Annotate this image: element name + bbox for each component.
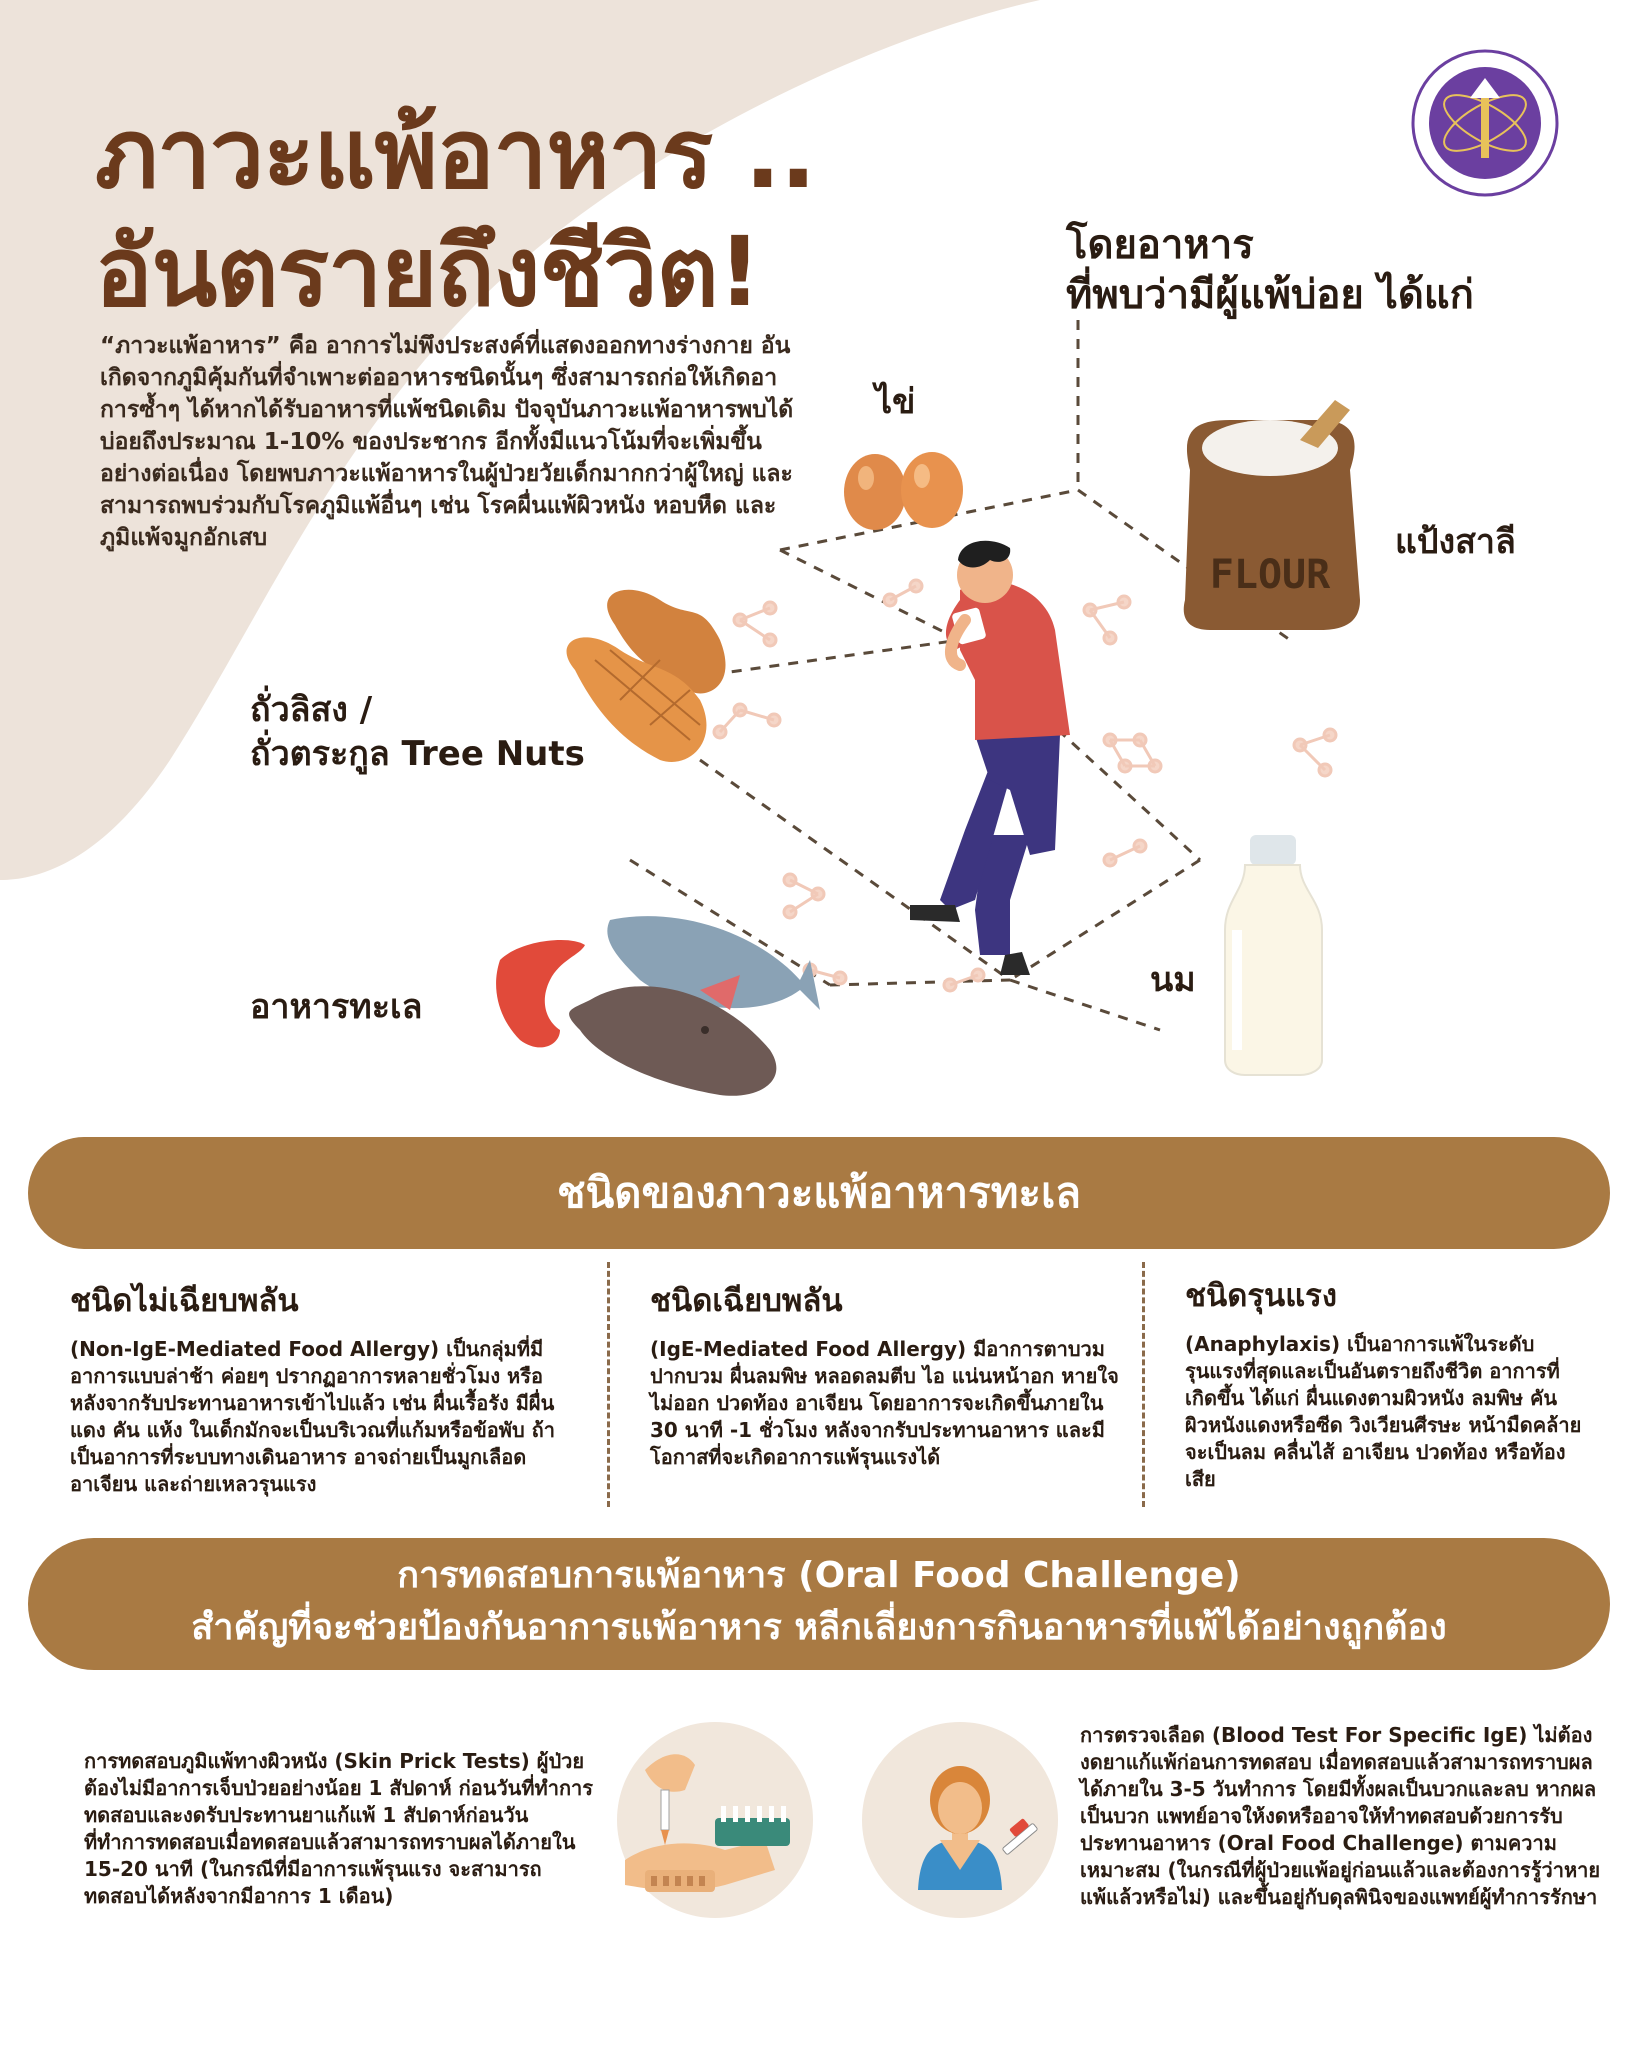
seafood-illustration xyxy=(496,916,820,1096)
common-foods-title-line-1: โดยอาหาร xyxy=(1066,222,1254,268)
column-divider xyxy=(607,1262,610,1507)
milk-bottle-illustration xyxy=(1225,835,1322,1075)
column-divider xyxy=(1142,1262,1145,1507)
common-foods-title-line-2: ที่พบว่ามีผู้แพ้บ่อย ได้แก่ xyxy=(1066,272,1474,318)
title-line-1: ภาวะแพ้อาหาร .. xyxy=(95,98,816,210)
type-column-anaphylaxis xyxy=(1185,1275,1585,1493)
blood-test-text: การตรวจเลือด (Blood Test For Specific IgE) ไม่ต้องงดยาแก้แพ้ก่อนการทดสอบ เมื่อทดสอบแล้วสามารถทราบผลได้ภายใน 3-5 วันทำการ โดยมีทั้งผลเป็นบวกและลบ หากผลเป็นบวก แพทย์อาจให้งดหรืออาจให้ทำทดสอบด้วยการรับประทานอาหาร (Oral Food Challenge) ตามความเหมาะสม (ในกรณีที่ผู้ป่วยแพ้อยู่ก่อนแล้วและต้องการรู้ว่าหายแพ้แล้วหรือไม่) และขึ้นอยู่กับดุลพินิจของแพทย์ผู้ทำการรักษา xyxy=(1080,1723,1601,1909)
milk-label: นม xyxy=(1150,960,1196,1000)
type-title-ige: ชนิดเฉียบพลัน xyxy=(650,1283,843,1319)
type-column-non-ige xyxy=(70,1280,580,1498)
test-section-heading xyxy=(28,1538,1610,1670)
skin-test-illustration xyxy=(615,1720,815,1920)
skin-prick-test-text: การทดสอบภูมิแพ้ทางผิวหนัง (Skin Prick Tests) ผู้ป่วยต้องไม่มีอาการเจ็บป่วยอย่างน้อย 1 สัปดาห์ ก่อนวันที่ทำการทดสอบและงดรับประทานยาแก้แพ้ 1 สัปดาห์ก่อนวันที่ทำการทดสอบเมื่อทดสอบแล้วสามารถทราบผลได้ภายใน 15-20 นาที (ในกรณีที่มีอาการแพ้รุนแรง จะสามารถทดสอบได้หลังจากมีอาการ 1 เดือน) xyxy=(84,1749,594,1908)
eggs-illustration xyxy=(844,452,963,530)
blood-test-illustration xyxy=(860,1720,1060,1920)
title-line-2: อันตรายถึงชีวิต! xyxy=(95,216,761,328)
test-heading-line-2: สำคัญที่จะช่วยป้องกันอาการแพ้อาหาร หลีกเลี่ยงการกินอาหารที่แพ้ได้อย่างถูกต้อง xyxy=(191,1607,1447,1648)
test-heading-line-1: การทดสอบการแพ้อาหาร (Oral Food Challenge) xyxy=(397,1555,1241,1596)
type-column-ige xyxy=(650,1280,1120,1471)
flour-label: แป้งสาลี xyxy=(1395,522,1516,562)
intro-paragraph: “ภาวะแพ้อาหาร” คือ อาการไม่พึงประสงค์ที่แสดงออกทางร่างกาย อันเกิดจากภูมิคุ้มกันที่จำเพาะต่ออาหารชนิดนั้นๆ ซึ่งสามารถก่อให้เกิดอาการซ้ำๆ ได้หากได้รับอาหารที่แพ้ชนิดเดิม ปัจจุบันภาวะแพ้อาหารพบได้บ่อยถึงประมาณ 1-10% ของประชากร อีกทั้งมีแนวโน้มที่จะเพิ่มขึ้นอย่างต่อเนื่อง โดยพบภาวะแพ้อาหารในผู้ป่วยวัยเด็กมากกว่าผู้ใหญ่ และสามารถพบร่วมกับโรคภูมิแพ้อื่นๆ เช่น โรคผื่นแพ้ผิวหนัง หอบหืด และภูมิแพ้จมูกอักเสบ xyxy=(100,333,794,551)
nuts-label-line-1: ถั่วลิสง / xyxy=(250,690,373,730)
sneezing-man-illustration xyxy=(910,541,1070,975)
type-title-anaphylaxis: ชนิดรุนแรง xyxy=(1185,1278,1337,1314)
egg-label: ไข่ xyxy=(875,382,916,422)
type-body-anaphylaxis: (Anaphylaxis) เป็นอาการแพ้ในระดับรุนแรงที่สุดและเป็นอันตรายถึงชีวิต อาการที่เกิดขึ้น ได้แก่ ผื่นแดงตามผิวหนัง ลมพิษ คัน ผิวหนังแดงหรือซีด วิงเวียนศีรษะ หน้ามืดคล้ายจะเป็นลม คลื่นไส้ อาเจียน ปวดท้อง หรือท้องเสีย xyxy=(1185,1332,1582,1491)
peanuts-illustration xyxy=(567,590,726,762)
flour-bag-illustration xyxy=(1184,400,1360,630)
nuts-label xyxy=(250,688,585,776)
type-title-non-ige: ชนิดไม่เฉียบพลัน xyxy=(70,1283,299,1319)
type-body-non-ige: (Non-IgE-Mediated Food Allergy) เป็นกลุ่มที่มีอาการแบบล่าช้า ค่อยๆ ปรากฏอาการหลายชั่วโมง หรือ หลังจากรับประทานอาหารเข้าไปแล้ว เช่น ผื่นเรื้อรัง มีผื่นแดง คัน แห้ง ในเด็กมักจะเป็นบริเวณที่แก้มหรือข้อพับ ถ้าเป็นอาการที่ระบบทางเดินอาหาร อาจถ่ายเป็นมูกเลือด อาเจียน และถ่ายเหลวรุนแรง xyxy=(70,1337,555,1496)
type-body-ige: (IgE-Mediated Food Allergy) มีอาการตาบวม ปากบวม ผื่นลมพิษ หลอดลมตีบ ไอ แน่นหน้าอก หายใจไม่ออก ปวดท้อง อาเจียน โดยอาการจะเกิดขึ้นภายใน 30 นาที -1 ชั่วโมง หลังจากรับประทานอาหาร และมีโอกาสที่จะเกิดอาการแพ้รุนแรงได้ xyxy=(650,1337,1119,1469)
flour-bag-text: FLOUR xyxy=(1209,552,1331,598)
nuts-label-line-2: ถั่วตระกูล Tree Nuts xyxy=(250,734,585,774)
types-section-heading: ชนิดของภาวะแพ้อาหารทะเล xyxy=(28,1137,1610,1249)
seafood-label: อาหารทะเล xyxy=(250,987,423,1027)
